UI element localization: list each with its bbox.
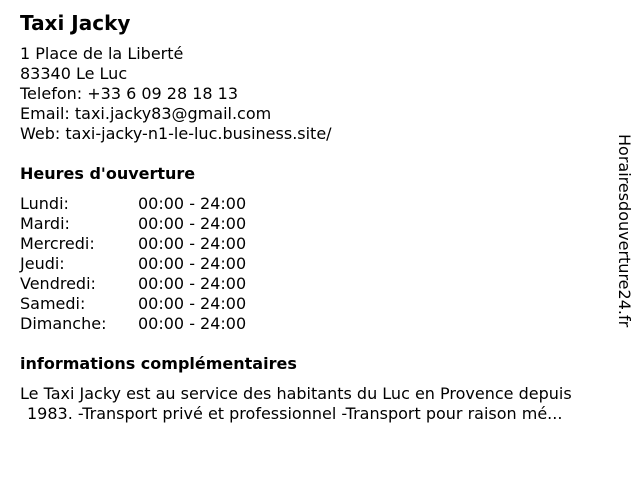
address-city: 83340 Le Luc xyxy=(20,64,128,83)
contact-block xyxy=(20,44,332,144)
additional-info-heading: informations complémentaires xyxy=(20,354,297,373)
hours-time: 00:00 - 24:00 xyxy=(138,214,247,233)
hours-time: 00:00 - 24:00 xyxy=(138,274,247,293)
hours-day: Mercredi: xyxy=(20,234,95,253)
hours-time: 00:00 - 24:00 xyxy=(138,294,247,313)
website-address: Web: taxi-jacky-n1-le-luc.business.site/ xyxy=(20,124,332,143)
hours-time: 00:00 - 24:00 xyxy=(138,254,247,273)
hours-day: Samedi: xyxy=(20,294,86,313)
hours-day: Vendredi: xyxy=(20,274,96,293)
business-name: Taxi Jacky xyxy=(20,11,131,35)
site-watermark-text: Horairesdouverture24.fr xyxy=(615,134,634,328)
address-street: 1 Place de la Liberté xyxy=(20,44,184,63)
hours-time: 00:00 - 24:00 xyxy=(138,194,247,213)
description-line: Le Taxi Jacky est au service des habitants du Luc en Provence depuis xyxy=(20,384,572,403)
phone-number: Telefon: +33 6 09 28 18 13 xyxy=(20,84,239,103)
email-address: Email: taxi.jacky83@gmail.com xyxy=(20,104,272,123)
business-description xyxy=(20,384,620,424)
hours-time: 00:00 - 24:00 xyxy=(138,314,247,333)
hours-day: Jeudi: xyxy=(20,254,65,273)
hours-day: Mardi: xyxy=(20,214,70,233)
site-watermark xyxy=(614,134,634,374)
hours-time: 00:00 - 24:00 xyxy=(138,234,247,253)
hours-day: Dimanche: xyxy=(20,314,107,333)
hours-day: Lundi: xyxy=(20,194,69,213)
description-line: 1983. -Transport privé et professionnel -Transport pour raison mé... xyxy=(27,404,563,423)
opening-hours-heading: Heures d'ouverture xyxy=(20,164,196,183)
